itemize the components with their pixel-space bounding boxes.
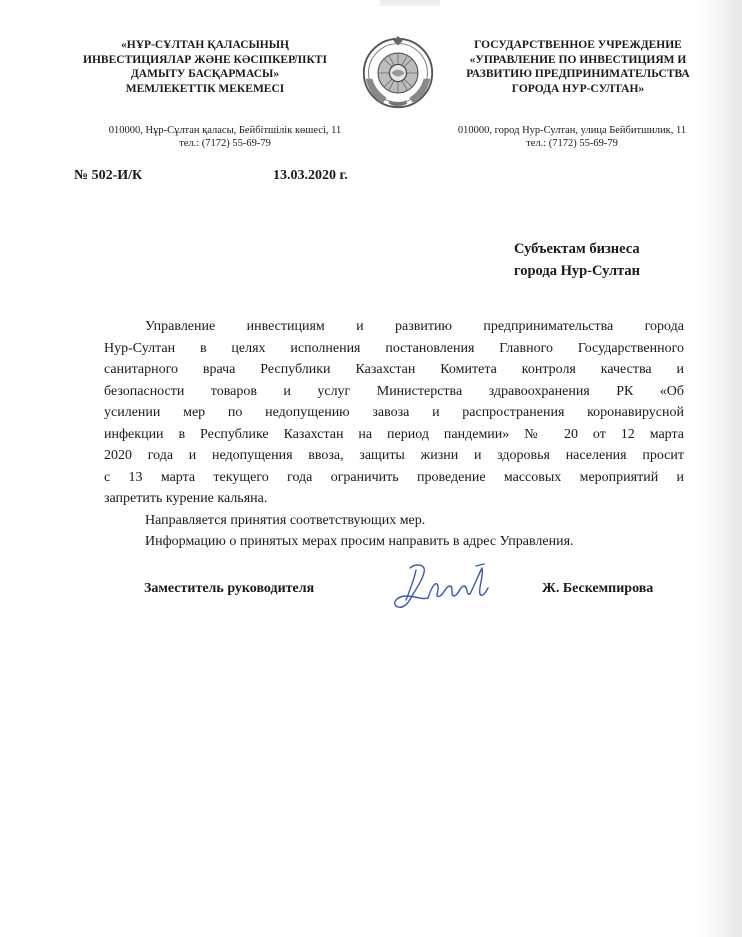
header-left-address <box>60 124 390 150</box>
header-right-org-name <box>448 38 708 96</box>
body-line: санитарного врача Республики Казахстан Комитета контроля качества и <box>104 362 684 377</box>
addressee <box>514 238 640 282</box>
phone-line: тел.: (7172) 55-69-79 <box>179 138 271 149</box>
address-line: 010000, город Нур-Султан, улица Бейбитшилик, 11 <box>457 125 687 136</box>
body-line: усилении мер по недопущению завоза и распространения коронавирусной <box>104 405 684 420</box>
document-number: № 502-И/К <box>74 168 143 183</box>
body-line: инфекции в Республике Казахстан на период пандемии» № 20 от 12 марта <box>104 426 684 442</box>
body-line: 2020 года и недопущения ввоза, защиты жизни и здоровья населения просит <box>104 448 684 463</box>
header-left-line: ИНВЕСТИЦИЯЛАР ЖӘНЕ КӘСІПКЕРЛІКТІ <box>83 53 327 66</box>
signatory-name: Ж. Бескемпирова <box>542 581 654 596</box>
letter-body <box>104 316 684 553</box>
addressee-line: Субъектам бизнеса <box>514 241 640 257</box>
document-date: 13.03.2020 г. <box>273 168 348 183</box>
header-left-line: ДАМЫТУ БАСҚАРМАСЫ» <box>130 68 280 80</box>
kazakhstan-emblem-icon <box>360 35 436 111</box>
header-right-address <box>412 124 732 150</box>
header-left-line: МЕМЛЕКЕТТІК МЕКЕМЕСІ <box>125 82 285 95</box>
signature-icon <box>388 556 498 620</box>
phone-line: тел.: (7172) 55-69-79 <box>526 138 618 149</box>
body-line: безопасности товаров и услуг Министерства здравоохранения РК «Об <box>104 383 684 399</box>
signatory-title: Заместитель руководителя <box>144 581 315 596</box>
header-left-line: «НҰР-СҰЛТАН ҚАЛАСЫНЫҢ <box>121 39 289 51</box>
header-right-line: ГОСУДАРСТВЕННОЕ УЧРЕЖДЕНИЕ <box>474 39 682 51</box>
scan-smudge <box>380 0 440 6</box>
body-line: Направляется принятия соответствующих мер. <box>145 512 426 528</box>
body-line: с 13 марта текущего года ограничить проведение массовых мероприятий и <box>104 469 684 485</box>
header-left-org-name <box>60 38 350 96</box>
addressee-line: города Нур-Султан <box>514 263 641 279</box>
body-line: запретить курение кальяна. <box>104 491 268 506</box>
header-right-line: РАЗВИТИЮ ПРЕДПРИНИМАТЕЛЬСТВА <box>466 68 690 80</box>
body-line: Нур-Султан в целях исполнения постановления Главного Государственного <box>104 340 684 356</box>
address-line: 010000, Нұр-Сұлтан қаласы, Бейбітшілік көшесі, 11 <box>108 125 342 136</box>
body-line: Управление инвестициям и развитию предпринимательства города <box>145 319 684 334</box>
header-right-line: ГОРОДА НУР-СУЛТАН» <box>511 82 645 95</box>
header-right-line: «УПРАВЛЕНИЕ ПО ИНВЕСТИЦИЯМ И <box>469 53 687 66</box>
body-line: Информацию о принятых мерах просим направить в адрес Управления. <box>145 534 574 549</box>
